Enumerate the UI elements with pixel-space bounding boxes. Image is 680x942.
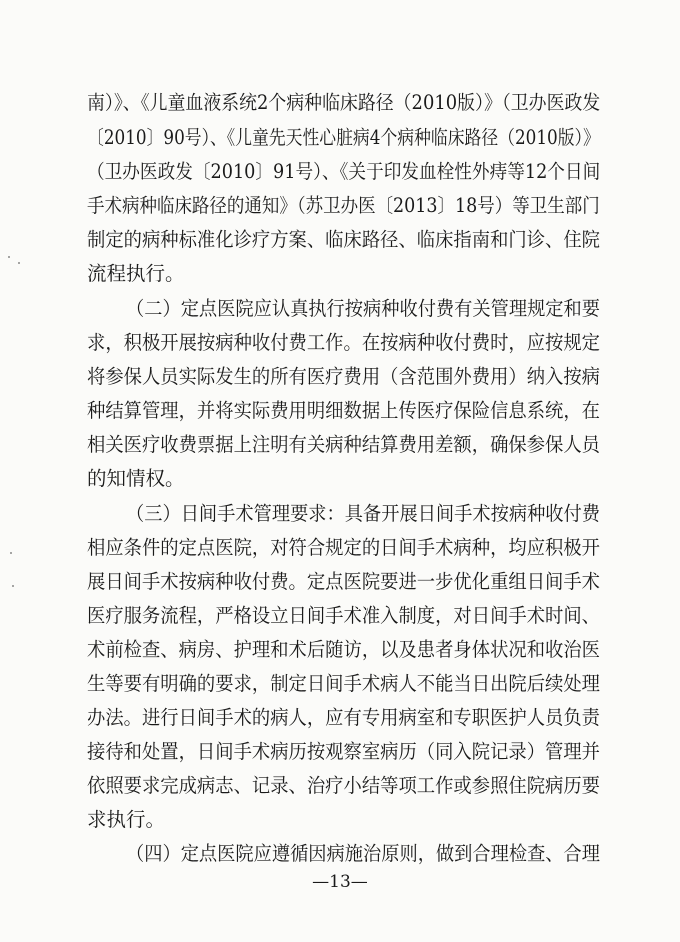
text-line: 相应条件的定点医院，对符合规定的日间手术病种，均应积极开 xyxy=(87,536,601,559)
text-line: 依照要求完成病志、记录、治疗小结等项工作或参照住院病历要 xyxy=(87,774,601,797)
paragraph-start-line: （四）定点医院应遵循因病施治原则，做到合理检查、合理 xyxy=(126,842,601,865)
text-line: 接待和处置，日间手术病历按观察室病历（同入院记录）管理并 xyxy=(87,740,601,763)
page-number: —13— xyxy=(312,872,368,892)
text-line: （卫办医政发〔2010〕91号）、《关于印发血栓性外痔等12个日间 xyxy=(87,160,601,183)
text-line: 南）》、《儿童血液系统2个病种临床路径（2010版）》（卫办医政发 xyxy=(87,91,601,114)
text-line: 展日间手术按病种收付费。定点医院要进一步优化重组日间手术 xyxy=(87,570,601,593)
paragraph-start-line: （二）定点医院应认真执行按病种收付费有关管理规定和要 xyxy=(126,297,601,320)
text-line: 求，积极开展按病种收付费工作。在按病种收付费时，应按规定 xyxy=(87,331,601,354)
text-line: 医疗服务流程，严格设立日间手术准入制度，对日间手术时间、 xyxy=(87,604,601,627)
text-line: 的知情权。 xyxy=(87,467,185,490)
text-line: 〔2010〕90号）、《儿童先天性心脏病4个病种临床路径（2010版）》 xyxy=(87,126,600,149)
text-line: 种结算管理，并将实际费用明细数据上传医疗保险信息系统，在 xyxy=(87,399,601,422)
text-line: 求执行。 xyxy=(87,808,166,831)
paragraph-start-line: （三）日间手术管理要求：具备开展日间手术按病种收付费 xyxy=(126,502,601,525)
scan-speck xyxy=(18,262,20,264)
text-line: 将参保人员实际发生的所有医疗费用（含范围外费用）纳入按病 xyxy=(87,365,601,388)
scan-speck xyxy=(8,256,10,258)
text-line: 生等要有明确的要求，制定日间手术病人不能当日出院后续处理 xyxy=(87,672,601,695)
scan-speck xyxy=(12,585,14,587)
text-line: 办法。进行日间手术的病人，应有专用病室和专职医护人员负责 xyxy=(87,706,601,729)
scan-speck xyxy=(10,552,12,554)
text-line: 术前检查、病房、护理和术后随访，以及患者身体状况和收治医 xyxy=(87,638,601,661)
text-line: 流程执行。 xyxy=(87,262,185,285)
text-line: 相关医疗收费票据上注明有关病种结算费用差额，确保参保人员 xyxy=(87,433,601,456)
text-line: 制定的病种标准化诊疗方案、临床路径、临床指南和门诊、住院 xyxy=(87,228,601,251)
text-line: 手术病种临床路径的通知》（苏卫办医〔2013〕18号）等卫生部门 xyxy=(87,194,600,217)
